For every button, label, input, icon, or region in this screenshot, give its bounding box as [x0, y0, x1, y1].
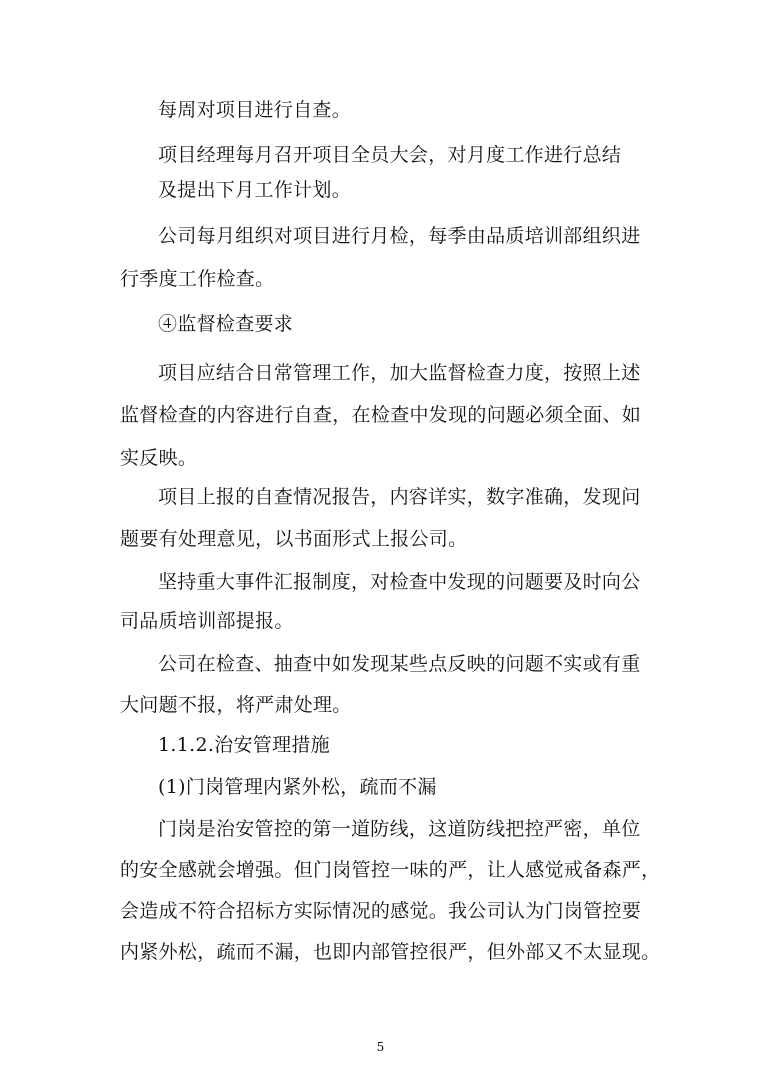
text-line: 每周对项目进行自查。 [158, 99, 352, 121]
text-line: 会造成不符合招标方实际情况的感觉。我公司认为门岗管控要 [120, 900, 642, 922]
section-heading: ④监督检查要求 [158, 313, 294, 335]
page-number: 5 [376, 1040, 385, 1054]
text-line: 门岗是治安管控的第一道防线，这道防线把控严密，单位 [158, 818, 641, 840]
section-heading: 1.1.2.治安管理措施 [158, 734, 330, 756]
text-line: 项目上报的自查情况报告，内容详实，数字准确，发现问 [158, 486, 641, 508]
subsection-heading: (1)门岗管理内紧外松，疏而不漏 [158, 776, 437, 798]
text-line: 大问题不报，将严肃处理。 [120, 694, 352, 716]
text-line: 行季度工作检查。 [120, 268, 275, 290]
text-line: 监督检查的内容进行自查，在检查中发现的问题必须全面、如 [120, 404, 642, 426]
text-line: 的安全感就会增强。但门岗管控一味的严，让人感觉戒备森严， [120, 859, 661, 881]
text-line: 项目经理每月召开项目全员大会，对月度工作进行总结 [158, 144, 622, 166]
text-line: 项目应结合日常管理工作，加大监督检查力度，按照上述 [158, 362, 641, 384]
text-line: 题要有处理意见，以书面形式上报公司。 [120, 528, 468, 550]
text-line: 公司每月组织对项目进行月检，每季由品质培训部组织进 [158, 225, 641, 247]
text-line: 及提出下月工作计划。 [158, 179, 352, 201]
text-line: 司品质培训部提报。 [120, 610, 294, 632]
text-line: 内紧外松，疏而不漏，也即内部管控很严，但外部又不太显现。 [120, 941, 661, 963]
text-line: 实反映。 [120, 447, 198, 469]
text-line: 公司在检查、抽查中如发现某些点反映的问题不实或有重 [158, 653, 641, 675]
text-line: 坚持重大事件汇报制度，对检查中发现的问题要及时向公 [158, 571, 641, 593]
